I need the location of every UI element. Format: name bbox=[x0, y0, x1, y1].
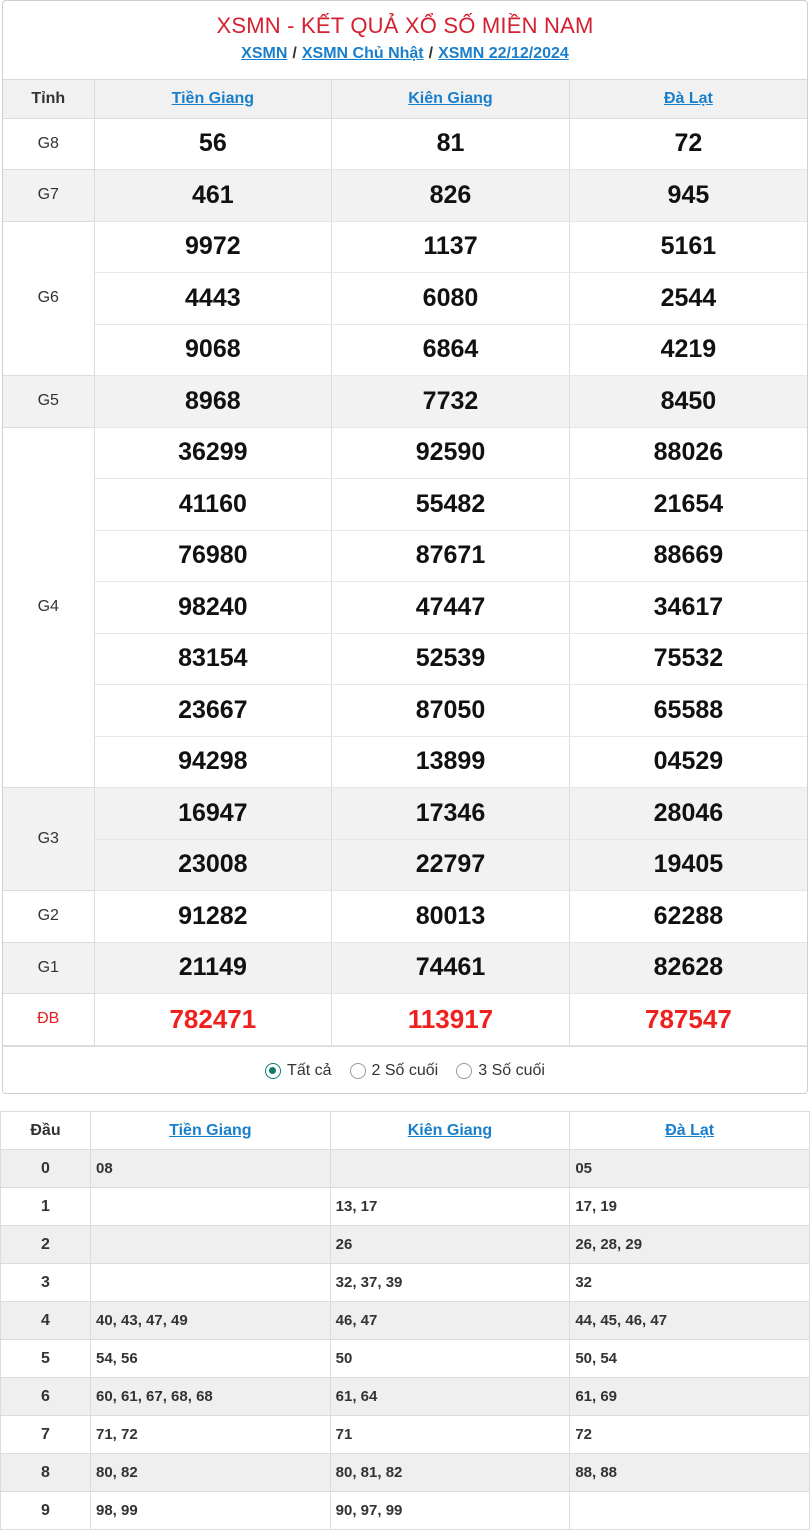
result-number: 74461 bbox=[332, 942, 570, 994]
loto-cell: 44, 45, 46, 47 bbox=[570, 1302, 810, 1340]
breadcrumb bbox=[3, 45, 807, 63]
loto-cell: 32 bbox=[570, 1264, 810, 1302]
results-header bbox=[3, 1, 807, 80]
loto-cell: 61, 69 bbox=[570, 1378, 810, 1416]
province-header bbox=[91, 1112, 331, 1150]
result-number: 6080 bbox=[332, 273, 570, 325]
result-number: 47447 bbox=[332, 582, 570, 634]
prize-row bbox=[3, 170, 807, 222]
head-digit: 4 bbox=[1, 1302, 91, 1340]
head-digit: 1 bbox=[1, 1188, 91, 1226]
loto-body bbox=[1, 1150, 810, 1530]
result-number: 782471 bbox=[94, 994, 332, 1046]
loto-cell bbox=[330, 1150, 570, 1188]
prize-row bbox=[3, 376, 807, 428]
prize-row bbox=[3, 530, 807, 582]
result-number: 17346 bbox=[332, 788, 570, 840]
prize-row bbox=[3, 891, 807, 943]
prize-row bbox=[3, 942, 807, 994]
prize-row bbox=[3, 273, 807, 325]
prize-row bbox=[3, 324, 807, 376]
loto-cell: 05 bbox=[570, 1150, 810, 1188]
province-link-tien-giang[interactable]: Tiền Giang bbox=[171, 89, 255, 107]
result-number: 75532 bbox=[569, 633, 807, 685]
result-number: 34617 bbox=[569, 582, 807, 634]
result-number: 81 bbox=[332, 118, 570, 170]
result-number: 461 bbox=[94, 170, 332, 222]
filter-option-last-2[interactable] bbox=[350, 1062, 439, 1080]
loto-row bbox=[1, 1226, 810, 1264]
prize-label: G3 bbox=[3, 788, 94, 891]
result-number: 5161 bbox=[569, 221, 807, 273]
result-number: 62288 bbox=[569, 891, 807, 943]
result-number: 56 bbox=[94, 118, 332, 170]
loto-cell: 90, 97, 99 bbox=[330, 1492, 570, 1530]
province-header bbox=[332, 80, 570, 118]
loto-cell: 80, 81, 82 bbox=[330, 1454, 570, 1492]
result-number: 2544 bbox=[569, 273, 807, 325]
result-number: 21654 bbox=[569, 479, 807, 531]
loto-province-link-tien-giang[interactable]: Tiền Giang bbox=[169, 1121, 252, 1139]
loto-cell: 54, 56 bbox=[91, 1340, 331, 1378]
loto-row bbox=[1, 1454, 810, 1492]
loto-cell bbox=[91, 1264, 331, 1302]
result-number: 13899 bbox=[332, 736, 570, 788]
radio-unchecked-icon bbox=[456, 1063, 472, 1079]
head-digit: 0 bbox=[1, 1150, 91, 1188]
filter-option-label: Tất cả bbox=[287, 1062, 332, 1079]
result-number: 72 bbox=[569, 118, 807, 170]
breadcrumb-date-link[interactable]: XSMN 22/12/2024 bbox=[438, 45, 569, 62]
prize-label: G5 bbox=[3, 376, 94, 428]
result-number: 80013 bbox=[332, 891, 570, 943]
result-number: 36299 bbox=[94, 427, 332, 479]
result-number: 23667 bbox=[94, 685, 332, 737]
loto-cell: 26, 28, 29 bbox=[570, 1226, 810, 1264]
province-link-kien-giang[interactable]: Kiên Giang bbox=[408, 89, 493, 107]
result-number: 16947 bbox=[94, 788, 332, 840]
radio-checked-icon bbox=[265, 1063, 281, 1079]
loto-cell: 50 bbox=[330, 1340, 570, 1378]
result-number: 28046 bbox=[569, 788, 807, 840]
head-digit: 5 bbox=[1, 1340, 91, 1378]
result-number: 8968 bbox=[94, 376, 332, 428]
loto-cell: 26 bbox=[330, 1226, 570, 1264]
loto-cell: 32, 37, 39 bbox=[330, 1264, 570, 1302]
loto-cell: 80, 82 bbox=[91, 1454, 331, 1492]
result-number: 65588 bbox=[569, 685, 807, 737]
loto-header-row bbox=[1, 1112, 810, 1150]
breadcrumb-sunday-link[interactable]: XSMN Chủ Nhật bbox=[301, 45, 424, 62]
result-number: 04529 bbox=[569, 736, 807, 788]
loto-cell: 61, 64 bbox=[330, 1378, 570, 1416]
result-number: 1137 bbox=[332, 221, 570, 273]
result-number: 91282 bbox=[94, 891, 332, 943]
loto-cell: 60, 61, 67, 68, 68 bbox=[91, 1378, 331, 1416]
radio-unchecked-icon bbox=[350, 1063, 366, 1079]
prize-row bbox=[3, 736, 807, 788]
result-number: 9972 bbox=[94, 221, 332, 273]
head-digit: 7 bbox=[1, 1416, 91, 1454]
loto-row bbox=[1, 1340, 810, 1378]
loto-cell: 71 bbox=[330, 1416, 570, 1454]
province-link-da-lat[interactable]: Đà Lạt bbox=[663, 89, 713, 107]
result-number: 945 bbox=[569, 170, 807, 222]
head-column-label: Đầu bbox=[1, 1112, 91, 1150]
head-digit: 3 bbox=[1, 1264, 91, 1302]
result-number: 19405 bbox=[569, 839, 807, 891]
loto-row bbox=[1, 1492, 810, 1530]
prize-row bbox=[3, 582, 807, 634]
result-number: 8450 bbox=[569, 376, 807, 428]
result-number: 76980 bbox=[94, 530, 332, 582]
head-digit: 8 bbox=[1, 1454, 91, 1492]
results-body bbox=[3, 118, 807, 1045]
result-number: 22797 bbox=[332, 839, 570, 891]
loto-cell: 08 bbox=[91, 1150, 331, 1188]
result-number: 9068 bbox=[94, 324, 332, 376]
loto-row bbox=[1, 1188, 810, 1226]
loto-head-section bbox=[0, 1111, 810, 1530]
prize-label: G6 bbox=[3, 221, 94, 376]
loto-cell: 71, 72 bbox=[91, 1416, 331, 1454]
filter-option-label: 3 Số cuối bbox=[478, 1062, 545, 1079]
result-number: 88026 bbox=[569, 427, 807, 479]
breadcrumb-separator: / bbox=[292, 45, 297, 62]
prize-label: G7 bbox=[3, 170, 94, 222]
result-number: 87050 bbox=[332, 685, 570, 737]
loto-cell bbox=[91, 1188, 331, 1226]
loto-cell: 88, 88 bbox=[570, 1454, 810, 1492]
loto-row bbox=[1, 1150, 810, 1188]
loto-cell: 72 bbox=[570, 1416, 810, 1454]
loto-row bbox=[1, 1264, 810, 1302]
result-number: 41160 bbox=[94, 479, 332, 531]
result-number: 55482 bbox=[332, 479, 570, 531]
prize-row bbox=[3, 633, 807, 685]
result-number: 88669 bbox=[569, 530, 807, 582]
loto-row bbox=[1, 1416, 810, 1454]
head-digit: 2 bbox=[1, 1226, 91, 1264]
page-title: XSMN - KẾT QUẢ XỔ SỐ MIỀN NAM bbox=[216, 13, 594, 38]
result-number: 92590 bbox=[332, 427, 570, 479]
filter-option-all[interactable] bbox=[265, 1062, 331, 1080]
loto-cell bbox=[91, 1226, 331, 1264]
breadcrumb-xsmn-link[interactable]: XSMN bbox=[241, 45, 288, 62]
prize-row bbox=[3, 221, 807, 273]
result-number: 4219 bbox=[569, 324, 807, 376]
prize-row bbox=[3, 994, 807, 1046]
results-card bbox=[2, 0, 808, 1094]
result-number: 52539 bbox=[332, 633, 570, 685]
prize-label: G8 bbox=[3, 118, 94, 170]
digit-filter bbox=[3, 1046, 807, 1095]
prize-label: G1 bbox=[3, 942, 94, 994]
head-digit: 6 bbox=[1, 1378, 91, 1416]
prize-row bbox=[3, 788, 807, 840]
results-table bbox=[3, 80, 807, 1046]
result-number: 83154 bbox=[94, 633, 332, 685]
loto-cell: 40, 43, 47, 49 bbox=[91, 1302, 331, 1340]
prize-label: ĐB bbox=[3, 994, 94, 1046]
result-number: 113917 bbox=[332, 994, 570, 1046]
prize-row bbox=[3, 685, 807, 737]
loto-cell: 50, 54 bbox=[570, 1340, 810, 1378]
prize-row bbox=[3, 118, 807, 170]
province-header bbox=[570, 1112, 810, 1150]
result-number: 21149 bbox=[94, 942, 332, 994]
result-number: 4443 bbox=[94, 273, 332, 325]
filter-option-last-3[interactable] bbox=[456, 1062, 545, 1080]
prize-label: G2 bbox=[3, 891, 94, 943]
loto-cell: 17, 19 bbox=[570, 1188, 810, 1226]
result-number: 23008 bbox=[94, 839, 332, 891]
loto-row bbox=[1, 1378, 810, 1416]
results-header-row bbox=[3, 80, 807, 118]
result-number: 6864 bbox=[332, 324, 570, 376]
result-number: 826 bbox=[332, 170, 570, 222]
breadcrumb-separator: / bbox=[428, 45, 434, 62]
loto-cell: 46, 47 bbox=[330, 1302, 570, 1340]
province-column-label: Tỉnh bbox=[3, 80, 94, 118]
filter-option-label: 2 Số cuối bbox=[371, 1062, 439, 1079]
prize-row bbox=[3, 839, 807, 891]
loto-table bbox=[0, 1111, 810, 1530]
loto-province-link-da-lat[interactable]: Đà Lạt bbox=[665, 1121, 715, 1139]
province-header bbox=[330, 1112, 570, 1150]
prize-row bbox=[3, 479, 807, 531]
result-number: 82628 bbox=[569, 942, 807, 994]
loto-province-link-kien-giang[interactable]: Kiên Giang bbox=[407, 1121, 493, 1139]
province-header bbox=[569, 80, 807, 118]
loto-cell: 98, 99 bbox=[91, 1492, 331, 1530]
loto-row bbox=[1, 1302, 810, 1340]
prize-label: G4 bbox=[3, 427, 94, 788]
result-number: 98240 bbox=[94, 582, 332, 634]
province-header bbox=[94, 80, 332, 118]
loto-cell bbox=[570, 1492, 810, 1530]
result-number: 7732 bbox=[332, 376, 570, 428]
prize-row bbox=[3, 427, 807, 479]
result-number: 787547 bbox=[569, 994, 807, 1046]
loto-cell: 13, 17 bbox=[330, 1188, 570, 1226]
head-digit: 9 bbox=[1, 1492, 91, 1530]
result-number: 94298 bbox=[94, 736, 332, 788]
result-number: 87671 bbox=[332, 530, 570, 582]
